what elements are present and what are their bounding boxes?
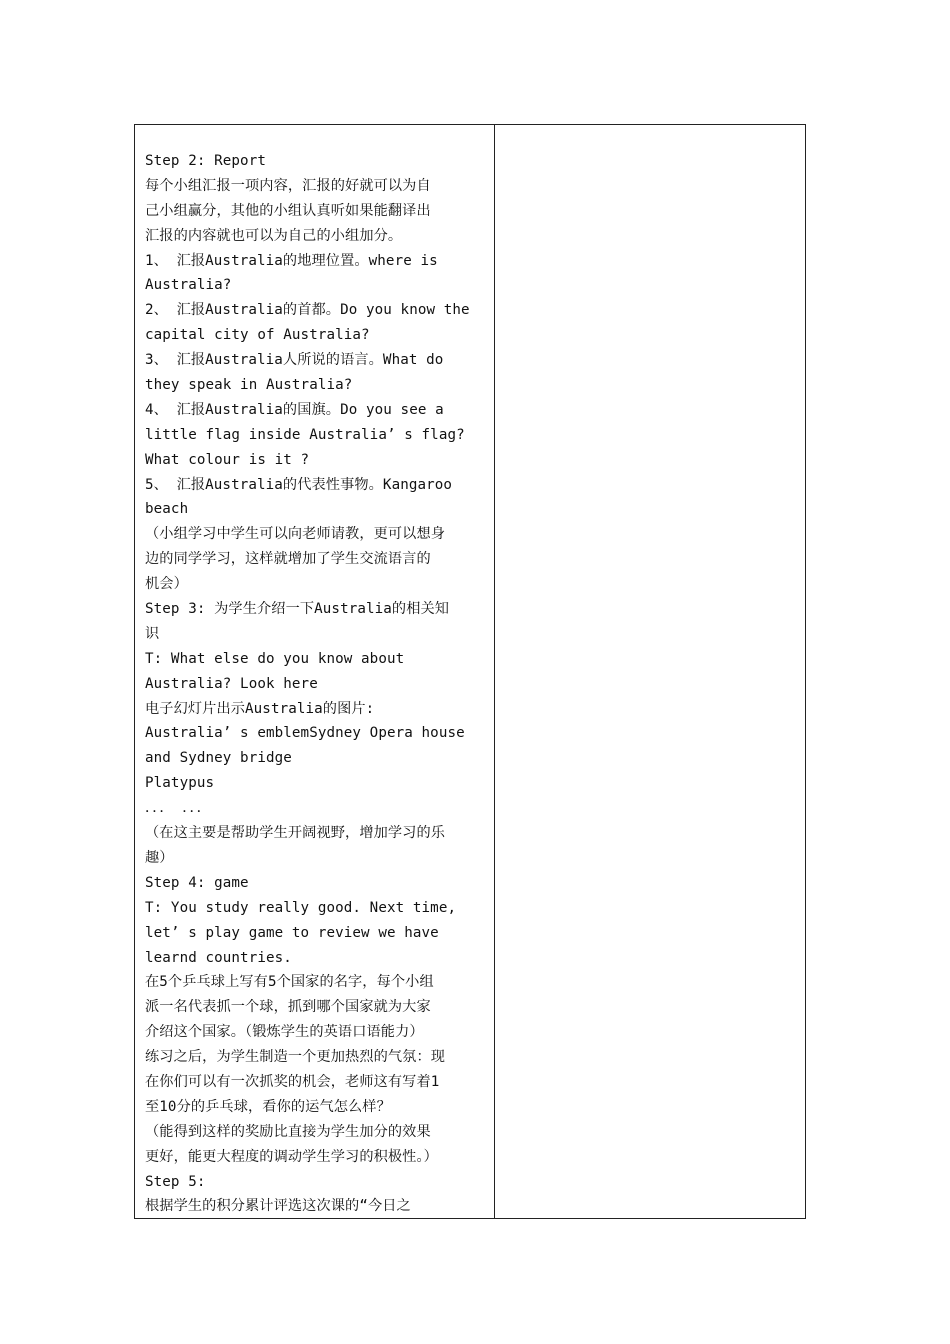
text-line: Australia’ s emblemSydney Opera house [145, 725, 465, 742]
text-line: 电子幻灯片出示Australia的图片: [145, 700, 375, 717]
text-line: 3、 汇报Australia人所说的语言。What do [145, 352, 444, 369]
text-line: 边的同学学习，这样就增加了学生交流语言的 [145, 551, 431, 568]
text-line: beach [145, 501, 189, 518]
text-line: capital city of Australia? [145, 327, 370, 344]
procedure-cell [135, 125, 495, 1218]
text-line: 己小组赢分，其他的小组认真听如果能翻译出 [145, 202, 431, 219]
text-line: 练习之后，为学生制造一个更加热烈的气氛：现 [145, 1049, 446, 1066]
text-line: 4、 汇报Australia的国旗。Do you see a [145, 401, 444, 418]
text-line: 派一名代表抓一个球，抓到哪个国家就为大家 [145, 999, 431, 1016]
procedure-text [145, 149, 490, 1218]
text-line: 介绍这个国家。（锻炼学生的英语口语能力） [145, 1024, 424, 1041]
notes-cell [495, 125, 805, 1218]
text-line: Platypus [145, 775, 215, 792]
text-line: 5、 汇报Australia的代表性事物。Kangaroo [145, 476, 453, 493]
lesson-plan-table [134, 124, 806, 1219]
text-line: ．．． ．．． [145, 800, 211, 817]
text-line: 趣） [145, 849, 174, 866]
text-line: T: You study really good. Next time, [145, 899, 457, 916]
text-line: Australia? Look here [145, 675, 318, 692]
text-line: and Sydney bridge [145, 750, 292, 767]
text-line: 更好，能更大程度的调动学生学习的积极性。） [145, 1148, 438, 1165]
text-line: （小组学习中学生可以向老师请教，更可以想身 [145, 526, 446, 543]
text-line: 机会） [145, 576, 188, 593]
text-line: little flag inside Australia’ s flag? [145, 426, 465, 443]
text-line: 至10分的乒乓球，看你的运气怎么样？ [145, 1098, 391, 1115]
text-line: What colour is it ? [145, 451, 310, 468]
text-line: T: What else do you know about [145, 650, 405, 667]
text-line: learnd countries. [145, 949, 292, 966]
text-line: 在5个乒乓球上写有5个国家的名字，每个小组 [145, 974, 434, 991]
text-line: （能得到这样的奖励比直接为学生加分的效果 [145, 1123, 431, 1140]
text-line: they speak in Australia? [145, 377, 353, 394]
text-line: Step 2: Report [145, 153, 266, 169]
text-line: Step 4: game [145, 874, 249, 891]
text-line: Step 3: 为学生介绍一下Australia的相关知 [145, 601, 450, 618]
text-line: Step 5: [145, 1173, 206, 1190]
text-line: 2、 汇报Australia的首都。Do you know the [145, 302, 470, 319]
text-line: let’ s play game to review we have [145, 924, 439, 941]
text-line: 1、 汇报Australia的地理位置。where is [145, 252, 438, 269]
text-line: Australia? [145, 277, 232, 294]
text-line: 汇报的内容就也可以为自己的小组加分。 [145, 227, 403, 244]
text-line: （在这主要是帮助学生开阔视野，增加学习的乐 [145, 825, 446, 842]
text-line: 在你们可以有一次抓奖的机会，老师这有写着1 [145, 1073, 440, 1090]
text-line: 每个小组汇报一项内容，汇报的好就可以为自 [145, 177, 431, 194]
text-line: 识 [145, 625, 160, 642]
text-line: 根据学生的积分累计评选这次课的“今日之 [145, 1198, 411, 1215]
